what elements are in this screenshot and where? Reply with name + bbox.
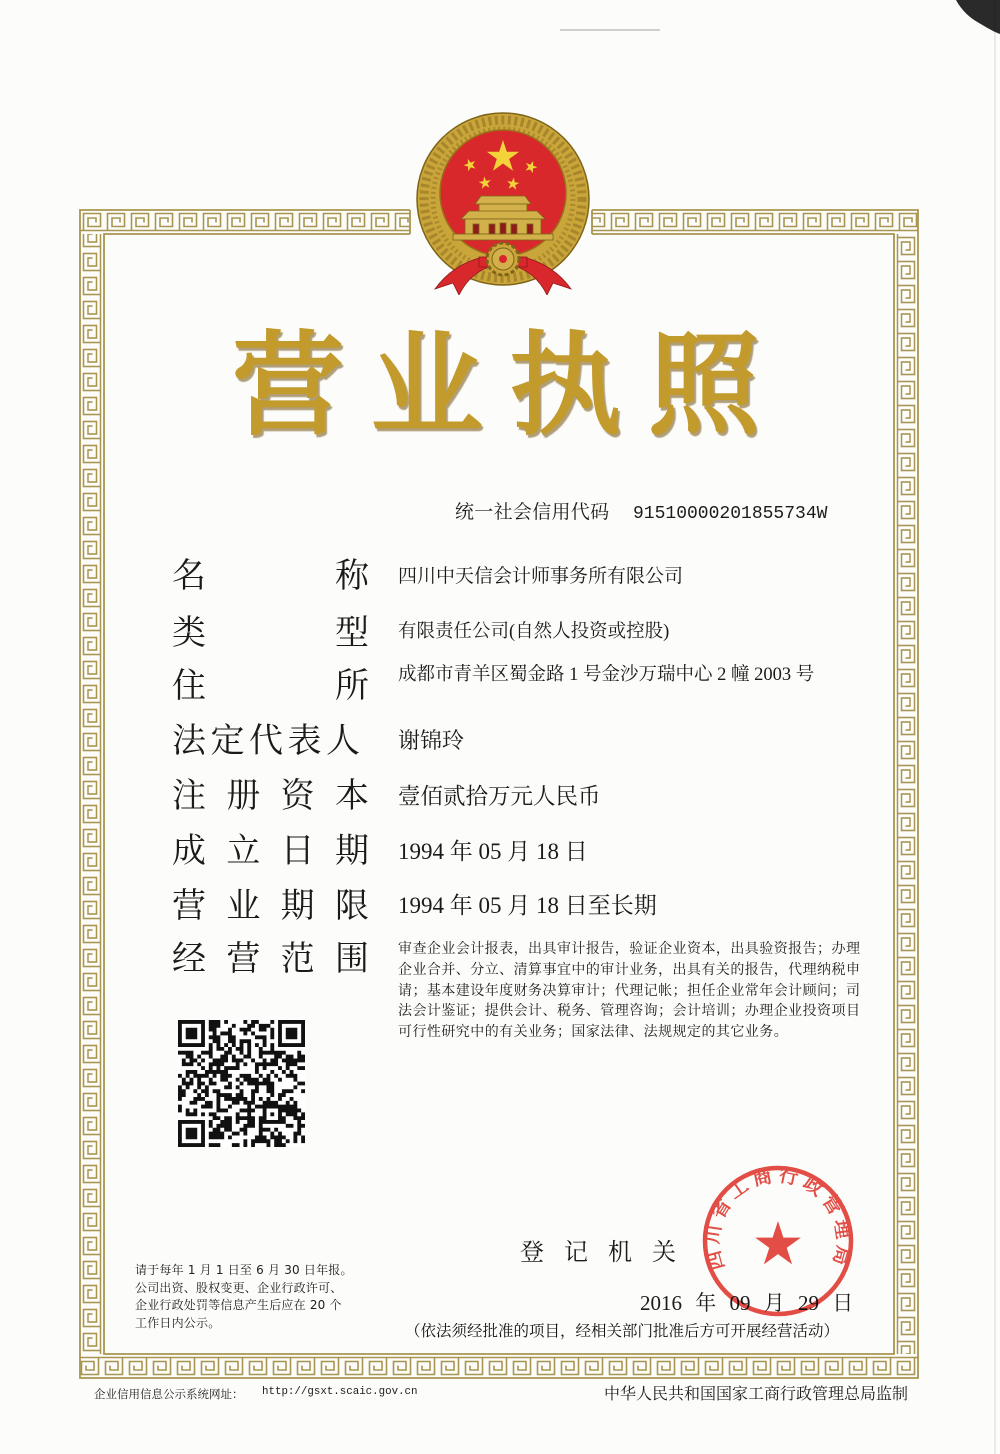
- glyph: 立: [226, 831, 261, 871]
- seal-text: 四川省工商行政管理局: [701, 1164, 855, 1273]
- glyph: 营: [232, 320, 344, 451]
- qr-code[interactable]: [178, 1020, 305, 1147]
- notice-line: 工作日内公示。: [135, 1315, 221, 1330]
- glyph: 营: [172, 886, 206, 926]
- glyph: 定: [210, 721, 245, 761]
- issue-date: 2016 年 09 月 29 日: [640, 1291, 854, 1315]
- glyph: 人: [326, 721, 360, 761]
- glyph: 执: [509, 320, 622, 451]
- glyph: 登: [520, 1238, 544, 1266]
- registration-authority-label: [520, 1238, 676, 1266]
- glyph: 营: [226, 939, 261, 979]
- glyph: 期: [280, 886, 315, 926]
- field-label-legal-representative: [172, 721, 360, 761]
- annual-report-notice: [135, 1262, 353, 1332]
- footer-website-url[interactable]: http://gsxt.scaic.gov.cn: [262, 1386, 418, 1398]
- glyph: 成: [172, 831, 206, 871]
- scope-line: 审查企业会计报表，出具审计报告，验证企业资本，出具验资报告；办理: [398, 941, 861, 957]
- red-official-seal: [700, 1163, 856, 1319]
- field-label-business-scope: [172, 939, 369, 979]
- glyph: 代: [249, 721, 283, 761]
- glyph: 名: [172, 556, 206, 596]
- field-label-name: [172, 556, 369, 596]
- glyph: 期: [334, 831, 369, 871]
- approval-note: （依法须经批准的项目，经相关部门批准后方可开展经营活动）: [405, 1322, 840, 1340]
- field-label-establishment-date: [172, 831, 369, 871]
- notice-line: 企业行政处罚等信息产生后应在 20 个: [135, 1298, 342, 1313]
- glyph: 资: [280, 776, 315, 816]
- glyph: 记: [564, 1238, 588, 1266]
- glyph: 表: [287, 721, 322, 761]
- glyph: 所: [335, 666, 369, 706]
- glyph: 住: [172, 666, 206, 706]
- field-value-business-term: 1994 年 05 月 18 日至长期: [398, 893, 657, 918]
- seal-star-icon: [755, 1221, 801, 1264]
- glyph: 照: [647, 320, 760, 451]
- glyph: 型: [335, 613, 369, 653]
- field-label-business-term: [172, 886, 369, 926]
- field-value-legal-representative: 谢锦玲: [398, 728, 465, 753]
- notice-line: 公司出资、股权变更、企业行政许可、: [135, 1280, 343, 1295]
- scope-line: 企业合并、分立、清算事宜中的审计业务，出具有关的报告，代理纳税申: [398, 961, 861, 978]
- field-value-name: 四川中天信会计师事务所有限公司: [398, 566, 684, 587]
- scope-line: 法会计鉴证；提供会计、税务、管理咨询；会计培训；办理企业投资项目: [398, 1003, 861, 1020]
- footer-website-label: 企业信用信息公示系统网址：: [94, 1387, 244, 1401]
- document-title: [232, 322, 760, 450]
- field-value-type: 有限责任公司(自然人投资或控股): [398, 622, 670, 642]
- field-label-address: [172, 666, 369, 706]
- field-label-registered-capital: [172, 776, 369, 816]
- glyph: 日: [280, 831, 315, 871]
- glyph: 法: [172, 721, 206, 761]
- emblem-gear: [487, 243, 519, 275]
- glyph: 业: [226, 886, 261, 926]
- glyph: 范: [280, 939, 315, 979]
- scope-line: 可行性研究中的有关业务；国家法律、法规规定的其它业务。: [398, 1024, 789, 1041]
- field-value-registered-capital: 壹佰贰拾万元人民币: [398, 784, 601, 809]
- credit-code-label: 统一社会信用代码: [455, 501, 610, 523]
- glyph: 围: [334, 939, 369, 979]
- glyph: 业: [370, 320, 483, 451]
- glyph: 经: [172, 939, 206, 979]
- scope-line: 请；基本建设年度财务决算审计；代理记帐；担任企业常年会计顾问；司: [398, 982, 861, 999]
- glyph: 注: [172, 776, 206, 816]
- glyph: 限: [334, 886, 369, 926]
- glyph: 册: [226, 776, 261, 816]
- field-label-type: [172, 613, 369, 653]
- glyph: 称: [335, 556, 369, 596]
- notice-line: 请于每年 1 月 1 日至 6 月 30 日年报。: [135, 1263, 353, 1277]
- glyph: 关: [652, 1238, 676, 1266]
- credit-code-value: 91510000201855734W: [633, 504, 828, 524]
- glyph: 机: [608, 1238, 632, 1266]
- field-value-address: 成都市青羊区蜀金路 1 号金沙万瑞中心 2 幢 2003 号: [398, 665, 815, 685]
- glyph: 本: [334, 776, 369, 816]
- glyph: 类: [172, 613, 206, 653]
- field-value-business-scope: [398, 939, 860, 1043]
- national-emblem: [413, 107, 593, 295]
- footer-supervisor: 中华人民共和国国家工商行政管理总局监制: [604, 1384, 909, 1403]
- field-value-establishment-date: 1994 年 05 月 18 日: [398, 839, 588, 864]
